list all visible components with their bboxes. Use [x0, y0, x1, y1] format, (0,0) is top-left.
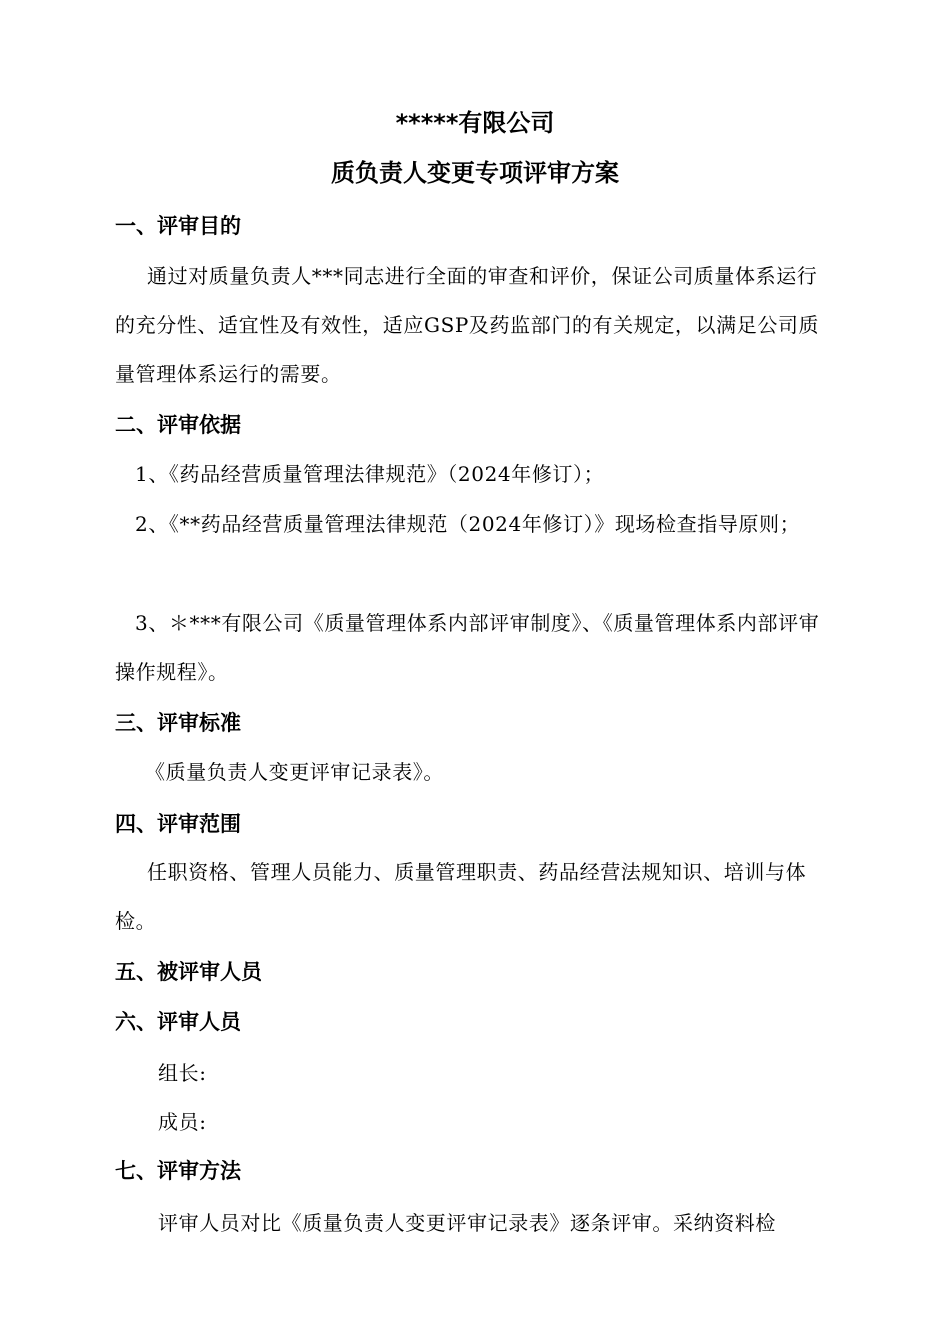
- section-body-standard: 《质量负责人变更评审记录表》。: [145, 760, 444, 784]
- section-heading-purpose: 一、评审目的: [115, 214, 241, 238]
- section-body-purpose: 通过对质量负责人***同志进行全面的审查和评价，保证公司质量体系运行的充分性、适宜性及有效性，适应GSP及药监部门的有关规定，以满足公司质量管理体系运行的需要。: [115, 264, 820, 386]
- company-title: *****有限公司: [395, 109, 555, 137]
- basis-item-3: 3、＊***有限公司《质量管理体系内部评审制度》、《质量管理体系内部评审操作规程》。: [115, 611, 820, 684]
- document-title: 质负责人变更专项评审方案: [331, 159, 619, 187]
- basis-item-2: 2、《**药品经营质量管理法律规范（2024年修订）》现场检查指导原则；: [135, 512, 801, 536]
- section-body-scope: 任职资格、管理人员能力、质量管理职责、药品经营法规知识、培训与体检。: [115, 860, 807, 933]
- section-heading-standard: 三、评审标准: [115, 711, 241, 735]
- reviewer-leader-label: 组长:: [158, 1061, 207, 1085]
- reviewer-members-label: 成员:: [158, 1110, 207, 1134]
- basis-item-1: 1、《药品经营质量管理法律规范》（2024年修订）；: [135, 462, 605, 486]
- section-body-method: 评审人员对比《质量负责人变更评审记录表》逐条评审。采纳资料检: [158, 1211, 776, 1235]
- section-heading-basis: 二、评审依据: [115, 413, 241, 437]
- section-heading-reviewee: 五、被评审人员: [115, 960, 262, 984]
- section-heading-scope: 四、评审范围: [115, 812, 241, 836]
- section-heading-reviewers: 六、评审人员: [115, 1010, 241, 1034]
- section-heading-method: 七、评审方法: [115, 1159, 241, 1183]
